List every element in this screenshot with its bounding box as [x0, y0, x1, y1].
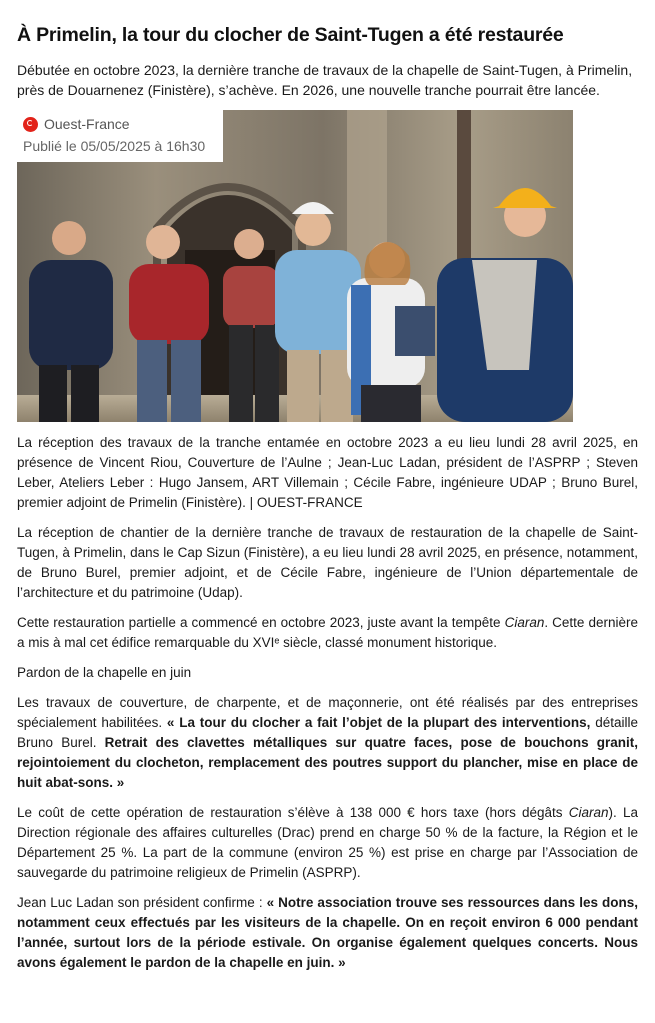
publication-date: Publié le 05/05/2025 à 16h30	[23, 138, 206, 154]
quote-bold: Retrait des clavettes métalliques sur quatre faces, pose de bouchons granit, rejointoiement du clocheton, remplacement des poutres support du plancher, mise en place de huit abat-sons. »	[17, 735, 638, 790]
text-span: Le coût de cette opération de restauration s’élève à 138 000 € hors taxe (hors dégâts	[17, 805, 569, 820]
body-paragraph-1: La réception de chantier de la dernière tranche de travaux de restauration de la chapelle de Saint-Tugen, à Primelin, dans le Cap Sizun (Finistère), a eu lieu lundi 28 avril 2025, en présence, notamment, de Bruno Burel, premier adjoint, et de Cécile Fabre, ingénieure de l’Union départementale de l’architecture et du patrimoine (Udap).	[17, 525, 638, 600]
text-span: Jean Luc Ladan son président confirme :	[17, 895, 267, 910]
storm-name: Ciaran	[504, 615, 545, 630]
photo-caption: La réception des travaux de la tranche entamée en octobre 2023 a eu lieu lundi 28 avril 2025, en présence de Vincent Riou, Couverture de l’Aulne ; Jean-Luc Ladan, président de l’ASPRP ; Steven Leber, Ateliers Leber : Hugo Jansem, ART Villemain ; Cécile Fabre, ingénieure UDAP ; Bruno Burel, premier adjoint de Primelin (Finistère). | OUEST-FRANCE	[17, 435, 638, 510]
article-title: À Primelin, la tour du clocher de Saint-Tugen a été restaurée	[17, 24, 564, 46]
quote-bold: « La tour du clocher a fait l’objet de la plupart des interventions,	[166, 715, 591, 730]
photo-source	[23, 114, 223, 134]
article-photo	[17, 110, 573, 422]
photo-source-overlay	[17, 110, 223, 162]
storm-name: Ciaran	[568, 805, 609, 820]
section-subhead: Pardon de la chapelle en juin	[17, 665, 192, 680]
source-name: Ouest-France	[44, 116, 130, 132]
text-span: . Cette dernière a mis à mal cet édifice remarquable du XVIᵉ siècle, classé monument historique.	[17, 615, 638, 650]
ouest-france-logo-icon	[23, 117, 38, 132]
article-lead: Débutée en octobre 2023, la dernière tranche de travaux de la chapelle de Saint-Tugen, à Primelin, près de Douarnenez (Finistère), s’achève. En 2026, une nouvelle tranche pourrait être lancée.	[17, 62, 633, 98]
text-span: Les travaux de couverture, de charpente, et de maçonnerie, ont été réalisés par des entreprises spécialement habilitées.	[17, 695, 638, 730]
quote-bold: « Notre association trouve ses ressources dans les dons, notamment ceux effectués par les visiteurs de la chapelle. On en reçoit environ 6 000 pendant l’année, surtout lors de la période estivale. On organise également quelques concerts. Nous avons également le pardon de la chapelle en juin. »	[17, 895, 638, 970]
body-paragraph-2	[17, 613, 638, 653]
body-paragraph-5	[17, 893, 638, 973]
text-span: ). La Direction régionale des affaires culturelles (Drac) prend en charge 50 % de la facture, la Région et le Département 25 %. La part de la commune (environ 25 %) est prise en charge par l’Association de sauvegarde du patrimoine religieux de Primelin (ASPRP).	[17, 805, 638, 880]
body-paragraph-4	[17, 803, 638, 883]
text-span: détaille Bruno Burel.	[17, 715, 638, 750]
text-span: Cette restauration partielle a commencé en octobre 2023, juste avant la tempête	[17, 615, 505, 630]
body-paragraph-3	[17, 693, 638, 793]
